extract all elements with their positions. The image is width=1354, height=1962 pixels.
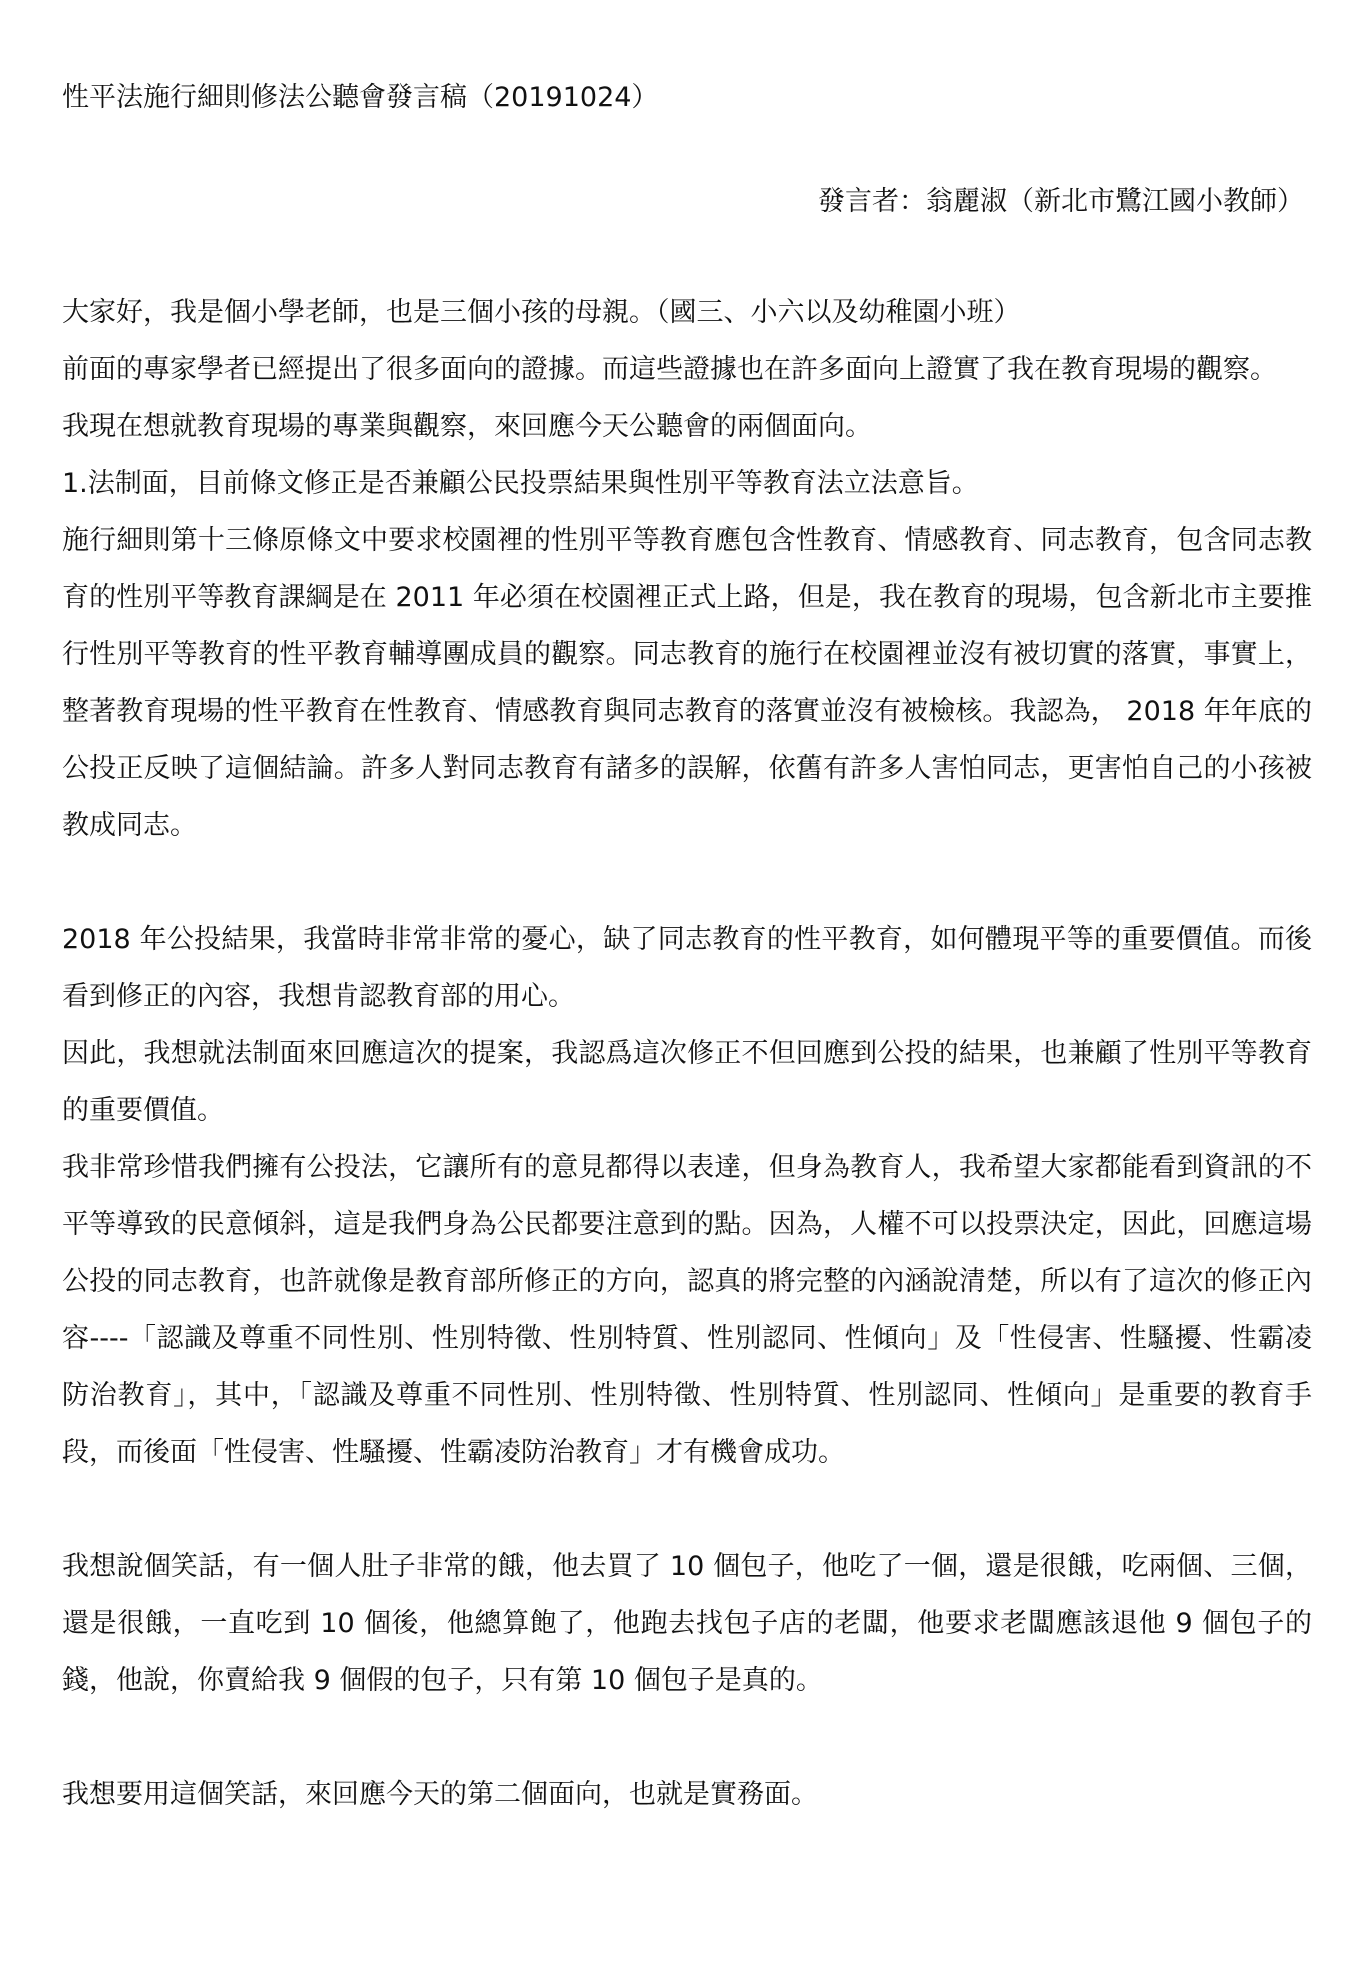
paragraph-joke: 我想說個笑話，有一個人肚子非常的餓，他去買了 10 個包子，他吃了一個，還是很餓，吃兩個、三個，還是很餓，一直吃到 10 個後，他總算飽了，他跑去找包子店的老闆，他要求老闆應該退他 9 個包子的錢，他說，你賣給我 9 個假的包子，只有第 10 個包子是真的。 xyxy=(62,1551,1312,1696)
paragraph-article-thirteen: 施行細則第十三條原條文中要求校園裡的性別平等教育應包含性教育、情感教育、同志教育，包含同志教育的性別平等教育課綱是在 2011 年必須在校園裡正式上路，但是，我在教育的現場，包含新北市主要推行性別平等教育的性平教育輔導團成員的觀察。同志教育的施行在校園裡並沒有被切實的落實，事實上，整著教育現場的性平教育在性教育、情感教育與同志教育的落實並沒有被檢核。我認為， 2018 年年底的公投正反映了這個結論。許多人對同志教育有諸多的誤解，依舊有許多人害怕同志，更害怕自己的小孩被教成同志。 xyxy=(62,525,1312,841)
paragraph-referendum-2018: 2018 年公投結果，我當時非常非常的憂心，缺了同志教育的性平教育，如何體現平等的重要價值。而後看到修正的內容，我想肯認教育部的用心。 xyxy=(62,924,1312,1012)
paragraph-evidence: 前面的專家學者已經提出了很多面向的證據。而這些證據也在許多面向上證實了我在教育現場的觀察。 xyxy=(62,354,1277,385)
document-body xyxy=(62,284,1312,1823)
paragraph-referendum-law: 我非常珍惜我們擁有公投法，它讓所有的意見都得以表達，但身為教育人，我希望大家都能看到資訊的不平等導致的民意傾斜，這是我們身為公民都要注意到的點。因為，人權不可以投票決定，因此，回應這場公投的同志教育，也許就像是教育部所修正的方向，認真的將完整的內涵說清楚，所以有了這次的修正內容----「認識及尊重不同性別、性別特徵、性別特質、性別認同、性傾向」及「性侵害、性騷擾、性霸凌防治教育」，其中，「認識及尊重不同性別、性別特徵、性別特質、性別認同、性傾向」是重要的教育手段，而後面「性侵害、性騷擾、性霸凌防治教育」才有機會成功。 xyxy=(62,1152,1312,1468)
speaker-line: 發言者：翁麗淑（新北市鷺江國小教師） xyxy=(818,186,1304,217)
document-title: 性平法施行細則修法公聽會發言稿（20191024） xyxy=(62,82,659,113)
paragraph-intent: 我現在想就教育現場的專業與觀察，來回應今天公聽會的兩個面向。 xyxy=(62,411,872,442)
paragraph-greeting: 大家好，我是個小學老師，也是三個小孩的母親。（國三、小六以及幼稚園小班） xyxy=(62,297,1021,328)
paragraph-point-one: 1.法制面，目前條文修正是否兼顧公民投票結果與性別平等教育法立法意旨。 xyxy=(62,468,979,499)
paragraph-practice: 我想要用這個笑話，來回應今天的第二個面向，也就是實務面。 xyxy=(62,1779,818,1810)
paragraph-legal-response: 因此，我想就法制面來回應這次的提案，我認爲這次修正不但回應到公投的結果，也兼顧了性別平等教育的重要價值。 xyxy=(62,1038,1312,1126)
